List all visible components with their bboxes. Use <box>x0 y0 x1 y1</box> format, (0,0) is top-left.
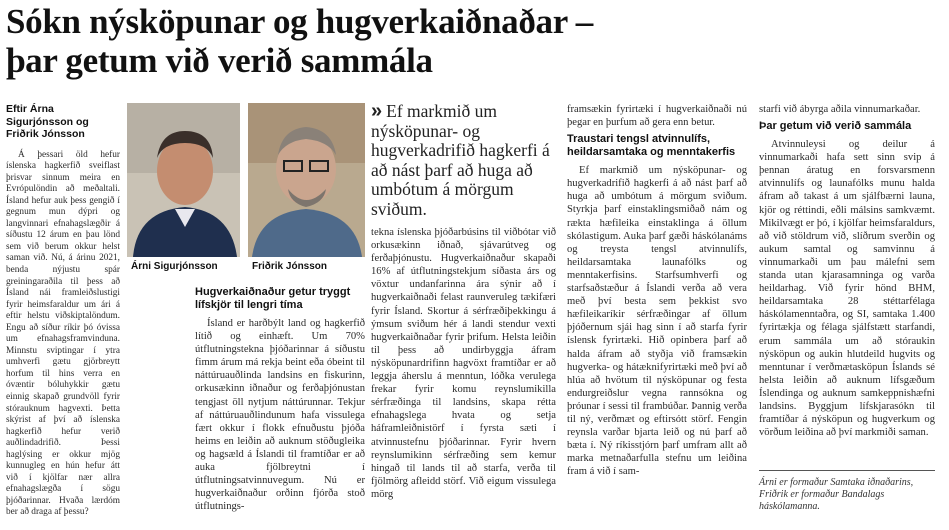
pull-quote <box>371 102 556 219</box>
photo-arni <box>127 103 240 257</box>
col5-paragraph: Atvinnuleysi og deilur á vinnumarkaði hafa sett sinn svip á þennan áratug en forsvarsmenn atvinnulífs og launafólks munu halda áfram að takast á um sjálfbærni launa, kjör og réttindi, eðli málsins samkvæmt. Mikilvægt er þó, í kjölfar heimsfaraldurs, að við stöldrum við, slíðrum sverðin og aukum samtal og samvinnu á vinnumarkaði um þau málefni sem standa utan kjarasamninga og varða heildarhag. Við fyrir hönd BHM, heildarsamtaka 28 stéttarfélaga háskólamenntaðra, og SI, samtaka 1.400 fyrirtækja og félaga sjálfstætt starfandi, erum sammála um að stóraukin nýsköpun og aukin hlutdeild hugvits og menntunar í verðmætasköpun Íslands sé helsta leiðin að auknum lífsgæðum Íslendinga og auknum samkeppnishæfni landsins. Byggjum lífskjarasókn til framtíðar á nýsköpun og hugverkum og vörðum leiðina að því markmiði saman. <box>759 139 935 439</box>
pull-quote-text: Ef markmið um nýsköpunar- og hugverkadrifið hagkerfi á að nást þarf að huga að umbótum á mörgum sviðum. <box>371 101 550 219</box>
quote-mark-icon: » <box>371 100 383 122</box>
col2-paragraph: Ísland er harðbýlt land og hagkerfið lítið og einhæft. Um 70% útflutningstekna þjóðarinnar á síðustu fimm árum má rekja beint eða óbeint til náttúruauðlinda landsins en fiskurinn, orkusækinn iðnaður og ferðaþjónustan tengjast öll nytjum náttúrunnar. Tekjur af náttúruauðlindunum hafa vissulega fært okkur í flokk efnuðustu þjóða heims en leiðin að auknum stöðugleika og hagsæld á Íslandi til framtíðar er að auka fjölbreytni í útflutningsatvinnuvegum. Nú er hugverkaiðnaður orðinn fjórða stoð útflutnings- <box>195 318 365 513</box>
col4-paragraph-top: framsækin fyrirtæki í hugverkaiðnaði nú þegar en þurfum að gera enn betur. <box>567 104 747 129</box>
photo-arni-caption: Árni Sigurjónsson <box>131 261 218 272</box>
column-5 <box>759 103 935 439</box>
col3-paragraph: tekna íslenska þjóðarbúsins til viðbótar við orkusækinn iðnað, sjávarútveg og ferðaþjónustu. Hugverkaiðnaður skapaði 16% af útflutningstekjum síðasta árs og vöxtur undanfarinna ára sýnir að í hugverkaiðnaði felast raunveruleg tækifæri fyrir Ísland. Skortur á sérfræðiþekkingu á ýmsum sviðum hér á landi stendur vexti hugverkaiðnaðar fyrir þrifum. Helsta leiðin til þess að undirbyggja áfram nýsköpunardrifinn hagvöxt framtíðar er að leggja áherslu á menntun, lóðka verulega frekar fyrir komu reynslumikilla sérfræðinga til landsins, skapa rétta efnahagslega hvata og setja háframleiðnistörf í fyrsta sæti í atvinnustefnu þjóðarinnar. Fyrir hvern reynslumikinn sérfræðing sem kemur hingað til lands til að starfa, verða til fjölmörg afleidd störf. Við eigum vissulega mörg <box>371 227 556 500</box>
column-4 <box>567 103 747 478</box>
photo-fridrik-caption: Friðrik Jónsson <box>252 261 328 272</box>
article-headline <box>6 2 941 80</box>
byline: Eftir Árna Sigurjónsson og Friðrik Jónsson <box>6 103 89 140</box>
column-3 <box>371 226 556 501</box>
author-footnote: Árni er formaður Samtaka iðnaðarins, Friðrik er formaður Bandalags háskólamanna. <box>759 470 935 513</box>
photo-fridrik <box>248 103 365 257</box>
col5-paragraph-top: starfi við ábyrga aðila vinnumarkaðar. <box>759 104 921 115</box>
portrait-fridrik-image <box>248 103 365 257</box>
portrait-arni-image <box>127 103 240 257</box>
col4-paragraph: Ef markmið um nýsköpunar- og hugverkadrifið hagkerfi á að nást þarf að huga að umbótum á mörgum sviðum. Styrkja þarf einstaklingsmiðað nám og rækta hæfileika einstaklinga á öllum skólastigum. Auka þarf gæði háskólanáms og treysta tengsl atvinnulífs, heildarsamtaka launafólks og menntakerfisins. Starfsumhverfi og starfsaðstæður á Íslandi verða að vera með því besta sem þekkist svo hæfileikaríkir sérfræðingar af öllum þjóðernum sjái hag sinn í að starfa fyrir íslensk fyrirtæki. Hið opinbera þarf að halda áfram að styðja við framsækin hugverka- og hátæknifyrirtæki með því að hlúa að hvötum til nýsköpunar og festa endurgreiðslur vegna rannsókna og þróunar í sessi til frambúðar. Þannig verða til ný, verðmæt og eftirsótt störf. Fengin reynsla varðar bjarta leið og nú þarf að bæta í. Ný ríkisstjórn þarf umfram allt að marka metnaðarfulla stefnu um leiðina fram á við í sam- <box>567 165 747 478</box>
subhead-hugverkaidnadur: Hugverkaiðnaður getur tryggt lífskjör til lengri tíma <box>195 286 351 311</box>
subhead-sammala: Þar getum við verið sammála <box>759 120 912 133</box>
headline-line-2: þar getum við verið sammála <box>6 41 433 80</box>
intro-paragraph: Á þessari öld hefur íslenska hagkerfið sveiflast þrisvar sinnum meira en Evrópulöndin að meðaltali. Ísland hefur auk þess gengið í gegnum mun dýpri og langvinnari efnahagslægðir á síðustu 12 árum en þau lönd sem við berum okkur helst saman við. Nú, á árinu 2021, benda nýjustu spár greiningaraðila til þess að Ísland nái framleiðslustigi fyrir heimsfaraldur um ári á eftir helstu viðskiptalöndum. Engu að síður ríkir þó óvissa um efnahagsframvinduna. Minnstu sviptingar í ytra umhverfi gætu gjörbreytt horfum til hins verra en óvæntir bóluhykkir gætu einnig skapað grundvöll fyrir stórauknum hagvexti. Þetta skýrist af því að íslenska hagkerfið hefur verið auðlindadrifið. Þessi haglýsing er okkur mjög kunnugleg en hún hefur átt við í kjölfar nær allra efnahagslægða í sögu þjóðarinnar. Hvaða lærdóm ber að draga af þessu? <box>6 149 120 518</box>
headline-line-1: Sókn nýsköpunar og hugverkaiðnaðar – <box>6 2 594 41</box>
subhead-traustari-tengsl: Traustari tengsl atvinnulífs, heildarsamtaka og menntakerfis <box>567 133 736 159</box>
column-1 <box>6 103 120 519</box>
column-2 <box>195 282 365 513</box>
